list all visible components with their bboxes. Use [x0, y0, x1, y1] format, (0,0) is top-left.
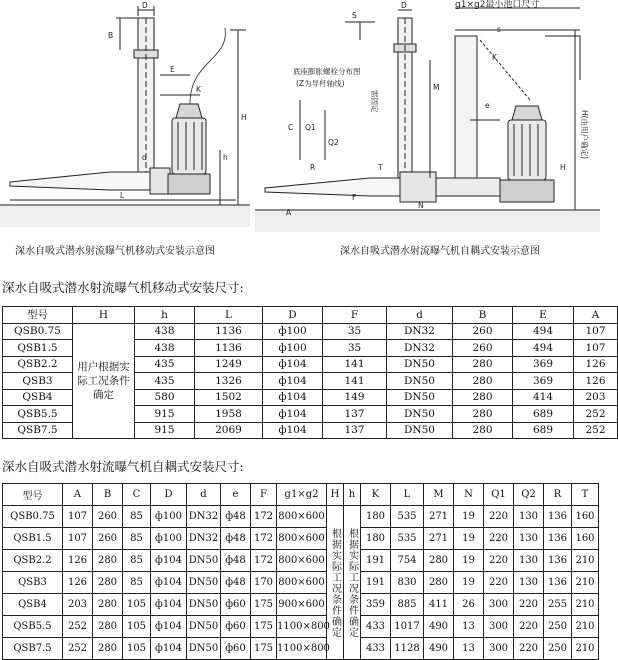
table-cell: DN32 [387, 340, 453, 357]
table-cell: 210 [572, 572, 599, 594]
label-S: S [352, 11, 357, 20]
table-cell: 250 [544, 638, 572, 660]
table-cell: 260 [93, 506, 123, 528]
table-cell: 220 [514, 594, 544, 616]
table-cell: 19 [454, 572, 484, 594]
table-cell: 137 [323, 406, 387, 423]
table-cell: 26 [454, 594, 484, 616]
table-cell: 915 [135, 406, 195, 423]
table-cell: 260 [453, 323, 513, 340]
table-cell: 175 [251, 616, 277, 638]
table-cell: 172 [251, 506, 277, 528]
table-cell: DN32 [387, 323, 453, 340]
table-cell: DN50 [187, 572, 221, 594]
table-cell: 130 [514, 528, 544, 550]
model-cell: QSB3 [3, 572, 63, 594]
table-cell: 830 [391, 572, 424, 594]
table2-header-cell: L [391, 484, 424, 506]
model-cell: QSB7.5 [3, 422, 73, 439]
table-cell: 433 [361, 638, 391, 660]
table-cell: 170 [251, 572, 277, 594]
table-cell: 141 [323, 373, 387, 390]
table-cell: 1100×800 [277, 638, 327, 660]
table-cell: 800×600 [277, 572, 327, 594]
table-cell: 535 [391, 506, 424, 528]
table-cell: 19 [454, 506, 484, 528]
table-cell: 1128 [391, 638, 424, 660]
table-cell: 149 [323, 389, 387, 406]
table2-header-cell: F [251, 484, 277, 506]
table-cell: 280 [93, 638, 123, 660]
table-cell: ф104 [263, 389, 323, 406]
table-cell: 137 [323, 422, 387, 439]
table-cell: 126 [574, 373, 618, 390]
table2-header-cell: h [344, 484, 361, 506]
table1-header-cell: H [73, 307, 135, 324]
table-cell: 203 [574, 389, 618, 406]
table1-H-note: 用户根据实际工况条件确定 [73, 323, 135, 439]
table2-header-cell: D [151, 484, 187, 506]
table-cell: 180 [361, 506, 391, 528]
table-cell: 175 [251, 594, 277, 616]
table-cell: ф104 [151, 550, 187, 572]
table-cell: 35 [323, 340, 387, 357]
table-cell: ф48 [221, 572, 251, 594]
table1-header-row [3, 307, 618, 324]
label-N: N [418, 201, 424, 210]
table-cell: 800×600 [277, 528, 327, 550]
table-cell: 172 [251, 550, 277, 572]
model-cell: QSB5.5 [3, 406, 73, 423]
table2-header-cell: H [327, 484, 344, 506]
table-cell: 252 [574, 406, 618, 423]
table-cell: 435 [135, 356, 195, 373]
table-cell: 136 [544, 528, 572, 550]
table-cell: 220 [514, 638, 544, 660]
table1-header-cell: 型号 [3, 307, 73, 324]
table-cell: 172 [251, 528, 277, 550]
table-cell: 1100×800 [277, 616, 327, 638]
table-cell: ф104 [151, 638, 187, 660]
table2-H-note: 根据实际工况条件确定 [327, 506, 344, 660]
table2-header-cell: R [544, 484, 572, 506]
table-cell: DN32 [187, 506, 221, 528]
table-cell: 210 [572, 616, 599, 638]
table2-header-cell: Q2 [514, 484, 544, 506]
table-cell: 1502 [195, 389, 263, 406]
table-cell: 1326 [195, 373, 263, 390]
table-cell: ф104 [263, 373, 323, 390]
table-cell: 85 [123, 506, 151, 528]
fix-note: 需固定 [370, 90, 379, 113]
table-cell: 250 [544, 616, 572, 638]
table-cell: 107 [574, 340, 618, 357]
model-cell: QSB4 [3, 389, 73, 406]
table-cell: 105 [123, 594, 151, 616]
table-cell: 220 [484, 572, 514, 594]
table2-header-cell: A [63, 484, 93, 506]
table-cell: DN50 [387, 356, 453, 373]
table-cell: 130 [514, 572, 544, 594]
table-cell: 2069 [195, 422, 263, 439]
coupled-dimensions-table [2, 483, 599, 660]
table-cell: ф60 [221, 594, 251, 616]
table-cell: 535 [391, 528, 424, 550]
label-K: K [196, 85, 201, 94]
model-cell: QSB2.2 [3, 356, 73, 373]
table-cell: 19 [454, 528, 484, 550]
table-cell: 689 [513, 406, 574, 423]
table-cell: 220 [484, 550, 514, 572]
table-cell: ф100 [263, 340, 323, 357]
label-h: h [223, 153, 228, 162]
table-cell: 220 [484, 528, 514, 550]
table-cell: 260 [93, 528, 123, 550]
table-cell: 220 [514, 616, 544, 638]
portable-installation-drawing [0, 0, 600, 262]
table-cell: 300 [484, 594, 514, 616]
table-cell: 438 [135, 340, 195, 357]
table-cell: 280 [453, 406, 513, 423]
table-cell: 580 [135, 389, 195, 406]
label-H: H [241, 113, 247, 122]
table-cell: 1017 [391, 616, 424, 638]
table-cell: 280 [93, 550, 123, 572]
table-cell: ф60 [221, 638, 251, 660]
table-cell: 915 [135, 422, 195, 439]
installation-drawings [0, 0, 600, 262]
table-row [3, 616, 599, 638]
table-cell: DN50 [187, 550, 221, 572]
table-cell: 433 [361, 616, 391, 638]
table-cell: 280 [424, 572, 454, 594]
table-cell: ф48 [221, 550, 251, 572]
table-row [3, 572, 599, 594]
table-cell: 203 [63, 594, 93, 616]
table-cell: 1958 [195, 406, 263, 423]
table-cell: ф60 [221, 616, 251, 638]
portable-dimensions-table [2, 306, 618, 439]
table-cell: ф104 [263, 356, 323, 373]
table-cell: DN50 [387, 406, 453, 423]
table-cell: 411 [424, 594, 454, 616]
model-cell: QSB1.5 [3, 340, 73, 357]
table-cell: 126 [63, 572, 93, 594]
table2-header-cell: e [221, 484, 251, 506]
table2-title: 深水自吸式潜水射流曝气机自耦式安装尺寸: [2, 459, 244, 474]
model-cell: QSB7.5 [3, 638, 63, 660]
model-cell: QSB0.75 [3, 323, 73, 340]
label-e: e [485, 101, 490, 110]
table-cell: ф48 [221, 528, 251, 550]
table-cell: 900×600 [277, 594, 327, 616]
table-cell: 255 [544, 594, 572, 616]
label-s: s [497, 25, 501, 34]
table-row [3, 550, 599, 572]
table-cell: 85 [123, 572, 151, 594]
table1-header-cell: F [323, 307, 387, 324]
table-cell: DN32 [187, 528, 221, 550]
table-cell: 35 [323, 323, 387, 340]
table-cell: DN50 [387, 373, 453, 390]
table-cell: 271 [424, 528, 454, 550]
table2-header-cell: K [361, 484, 391, 506]
table-cell: 490 [424, 616, 454, 638]
label-D-right: D [401, 1, 407, 10]
table2-header-cell: C [123, 484, 151, 506]
table-cell: 136 [544, 506, 572, 528]
table2-header-cell: N [454, 484, 484, 506]
table-cell: ф104 [263, 406, 323, 423]
table-cell: 271 [424, 506, 454, 528]
table-cell: 210 [572, 550, 599, 572]
table-cell: 369 [513, 373, 574, 390]
table-cell: 13 [454, 616, 484, 638]
table-cell: 280 [453, 373, 513, 390]
table-cell: ф100 [151, 528, 187, 550]
table-cell: 754 [391, 550, 424, 572]
label-C: C [288, 123, 294, 132]
table-cell: 300 [484, 638, 514, 660]
label-K-right: K [492, 53, 497, 62]
table-cell: 107 [63, 506, 93, 528]
table-cell: 210 [572, 638, 599, 660]
table-cell: 280 [453, 356, 513, 373]
table-cell: 160 [572, 528, 599, 550]
table-cell: 359 [361, 594, 391, 616]
label-A: A [286, 208, 292, 217]
table-cell: 494 [513, 340, 574, 357]
table-cell: 280 [93, 572, 123, 594]
table-cell: 494 [513, 323, 574, 340]
table1-header-cell: h [135, 307, 195, 324]
table-cell: 800×600 [277, 506, 327, 528]
label-B: B [108, 31, 114, 40]
table-cell: 280 [93, 594, 123, 616]
label-D: D [142, 1, 148, 10]
table-cell: 107 [574, 323, 618, 340]
table-cell: 13 [454, 638, 484, 660]
label-T: T [378, 163, 383, 172]
model-cell: QSB1.5 [3, 528, 63, 550]
table-cell: 280 [93, 616, 123, 638]
table-cell: ф104 [151, 572, 187, 594]
table2-header-cell: B [93, 484, 123, 506]
table1-title: 深水自吸式潜水射流曝气机移动式安装尺寸: [2, 280, 244, 295]
table-cell: 210 [572, 594, 599, 616]
table-cell: 126 [574, 356, 618, 373]
table-cell: 85 [123, 528, 151, 550]
table1-header-cell: L [195, 307, 263, 324]
table1-header-cell: D [263, 307, 323, 324]
table2-header-cell: 型号 [3, 484, 63, 506]
table2-header-cell: T [572, 484, 599, 506]
table-cell: 1136 [195, 340, 263, 357]
table-cell: 130 [514, 550, 544, 572]
table-cell: ф104 [151, 594, 187, 616]
table-cell: 885 [391, 594, 424, 616]
table-cell: 107 [63, 528, 93, 550]
pit-size-label: g1×g2最小池口尺寸 [455, 0, 540, 10]
table1-header-cell: d [387, 307, 453, 324]
label-H-right: H [560, 163, 566, 172]
table-cell: 252 [63, 638, 93, 660]
table-cell: 136 [544, 550, 572, 572]
label-R: R [310, 163, 316, 172]
model-cell: QSB2.2 [3, 550, 63, 572]
table-cell: 252 [574, 422, 618, 439]
model-cell: QSB3 [3, 373, 73, 390]
table-cell: ф48 [221, 506, 251, 528]
table1-header-cell: A [574, 307, 618, 324]
label-Q2: Q2 [328, 138, 339, 147]
table-cell: 105 [123, 638, 151, 660]
table-cell: 126 [63, 550, 93, 572]
label-E: E [170, 65, 175, 74]
table-cell: DN50 [187, 594, 221, 616]
table-cell: 105 [123, 616, 151, 638]
table2-header-cell: d [187, 484, 221, 506]
table-cell: 490 [424, 638, 454, 660]
table-cell: 160 [572, 506, 599, 528]
table-cell: 689 [513, 422, 574, 439]
table-cell: 141 [323, 356, 387, 373]
table-cell: 19 [454, 550, 484, 572]
table-cell: DN50 [187, 638, 221, 660]
table-cell: 414 [513, 389, 574, 406]
bolt-note-1: 底座膨胀螺栓分布图 [293, 67, 361, 76]
table-cell: 438 [135, 323, 195, 340]
table1-header-cell: E [513, 307, 574, 324]
label-d: d [142, 153, 147, 162]
table-cell: 191 [361, 572, 391, 594]
label-Q1: Q1 [305, 123, 316, 132]
table-cell: ф100 [151, 506, 187, 528]
table-cell: ф104 [263, 422, 323, 439]
table-row [3, 528, 599, 550]
model-cell: QSB5.5 [3, 616, 63, 638]
left-drawing-caption: 深水自吸式潜水射流曝气机移动式安装示意图 [15, 246, 215, 257]
table-cell: ф104 [151, 616, 187, 638]
table-cell: DN50 [387, 422, 453, 439]
table-cell: 136 [544, 572, 572, 594]
label-L: L [120, 191, 125, 200]
table2-header-cell: g1×g2 [277, 484, 327, 506]
table-cell: 220 [484, 506, 514, 528]
model-cell: QSB0.75 [3, 506, 63, 528]
table-cell: 280 [424, 550, 454, 572]
table-cell: DN50 [187, 616, 221, 638]
table-row [3, 594, 599, 616]
table-cell: 175 [251, 638, 277, 660]
table-cell: 252 [63, 616, 93, 638]
label-F: F [352, 193, 357, 202]
table-cell: 435 [135, 373, 195, 390]
table-cell: 191 [361, 550, 391, 572]
table-cell: ф100 [263, 323, 323, 340]
table-cell: 1249 [195, 356, 263, 373]
right-drawing-caption: 深水自吸式潜水射流曝气机自耦式安装示意图 [340, 246, 540, 257]
bolt-note-2: (Z为导杆轴线) [296, 79, 345, 88]
table2-header-cell: M [424, 484, 454, 506]
table-cell: DN50 [387, 389, 453, 406]
table-row [3, 506, 599, 528]
table-cell: 130 [514, 506, 544, 528]
table-cell: 369 [513, 356, 574, 373]
table-cell: 260 [453, 340, 513, 357]
table2-header-row [3, 484, 599, 506]
table-cell: 300 [484, 616, 514, 638]
table-cell: 1136 [195, 323, 263, 340]
model-cell: QSB4 [3, 594, 63, 616]
table2-header-cell: Q1 [484, 484, 514, 506]
table1-header-cell: B [453, 307, 513, 324]
table-cell: 180 [361, 528, 391, 550]
label-M: M [433, 83, 440, 92]
table-cell: 280 [453, 422, 513, 439]
table-cell: 800×600 [277, 550, 327, 572]
table-row [3, 323, 618, 340]
table2-h-note: 根据实际工况条件确定 [344, 506, 361, 660]
table-row [3, 638, 599, 660]
table-cell: 85 [123, 550, 151, 572]
user-defined-note: H(由用户确定) [580, 110, 589, 159]
table-cell: 280 [453, 389, 513, 406]
